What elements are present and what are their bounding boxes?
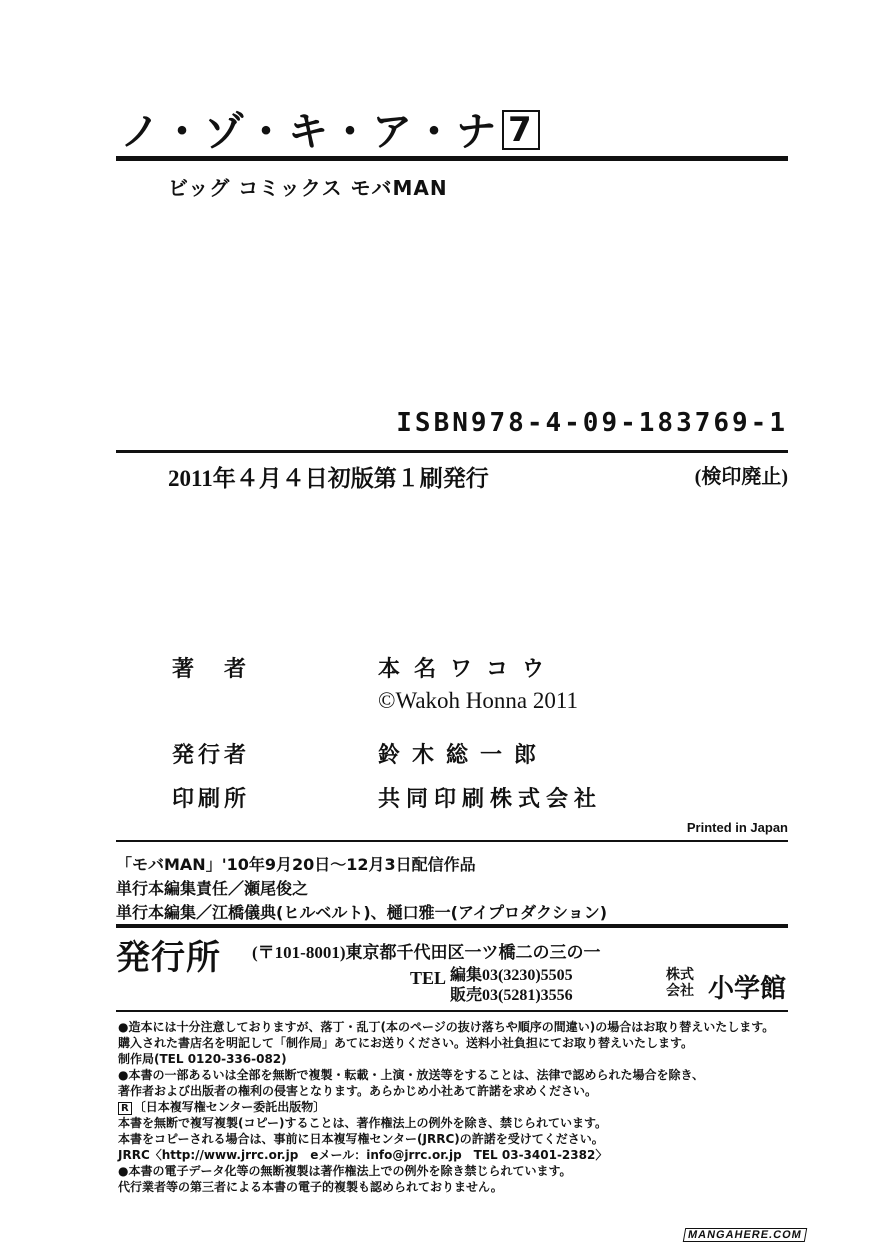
notes-rule	[116, 1010, 788, 1012]
publisher-rule	[116, 924, 788, 928]
history-rule	[116, 840, 788, 842]
volume-number: 7	[502, 110, 540, 150]
note-line: ●本書の電子データ化等の無断複製は著作権法上での例外を除き禁じられています。	[118, 1164, 572, 1178]
note-line: 代行業者等の第三者による本書の電子的複製も認められておりません。	[118, 1180, 503, 1194]
printer-name: 共同印刷株式会社	[378, 786, 603, 811]
r-mark-icon: R	[118, 1102, 132, 1115]
seal-note: (検印廃止)	[694, 466, 788, 488]
note-line: 著作者および出版者の権利の侵害となります。あらかじめ小社あて許諾を求めください。	[118, 1084, 598, 1098]
publisher-address: (〒101-8001)東京都千代田区一ツ橋二の三の一	[252, 943, 601, 962]
printer-label: 印刷所	[172, 787, 251, 812]
author-name: 本名ワコウ	[378, 656, 559, 681]
tel-sales: 販売03(5281)3556	[450, 987, 573, 1004]
book-title	[120, 100, 540, 157]
author-label: 著 者	[172, 657, 251, 682]
publisher-person: 鈴木総一郎	[378, 742, 549, 767]
note-line: 購入された書店名を明記して「制作局」あてにお送りください。送料小社負担にてお取り替えいたします。	[118, 1036, 694, 1050]
note-line: 本書をコピーされる場合は、事前に日本複写権センター(JRRC)の許諾を受けてください。	[118, 1132, 604, 1146]
series-name: ビッグ コミックス モバMAN	[168, 176, 448, 200]
history-line: 「モバMAN」'10年9月20日～12月3日配信作品	[116, 855, 476, 874]
isbn-rule	[116, 450, 788, 453]
tel-edit: 編集03(3230)5505	[450, 967, 573, 984]
publisher-label: 発行所	[116, 938, 221, 978]
tel-label: TEL	[410, 968, 447, 988]
history-line: 単行本編集責任／瀬尾俊之	[116, 879, 309, 898]
title-rule	[116, 156, 788, 161]
note-text: 〔日本複写権センター委託出版物〕	[133, 1100, 326, 1114]
corp-prefix: 会社	[666, 983, 694, 999]
history-line: 単行本編集／江橋儀典(ヒルベルト)、樋口雅一(アイプロダクション)	[116, 903, 608, 922]
isbn: ISBN978-4-09-183769-1	[396, 408, 788, 438]
publisher-person-label: 発行者	[172, 743, 251, 768]
corp-prefix: 株式	[666, 967, 694, 983]
note-line: ●造本には十分注意しておりますが、落丁・乱丁(本のページの抜け落ちや順序の間違い)の場合はお取り替えいたします。	[118, 1020, 775, 1034]
note-line: JRRC〈http://www.jrrc.or.jp eメール：info@jrrc.or.jp TEL 03-3401-2382〉	[118, 1148, 608, 1162]
publisher-name: 小学館	[708, 974, 787, 1004]
title-text: ノ・ゾ・キ・ア・ナ	[120, 109, 498, 155]
note-line-jrrc	[118, 1098, 325, 1115]
printed-in: Printed in Japan	[686, 820, 788, 835]
note-line: 本書を無断で複写複製(コピー)することは、著作権法上の例外を除き、禁じられています。	[118, 1116, 608, 1130]
publication-date: 2011年４月４日初版第１刷発行	[168, 466, 489, 491]
note-line: 制作局(TEL 0120-336-082)	[118, 1052, 287, 1066]
copyright: ©Wakoh Honna 2011	[378, 688, 579, 713]
watermark-logo: MANGAHERE.COM	[683, 1228, 807, 1242]
note-line: ●本書の一部あるいは全部を無断で複製・転載・上演・放送等をすることは、法律で認められた場合を除き、	[118, 1068, 704, 1082]
